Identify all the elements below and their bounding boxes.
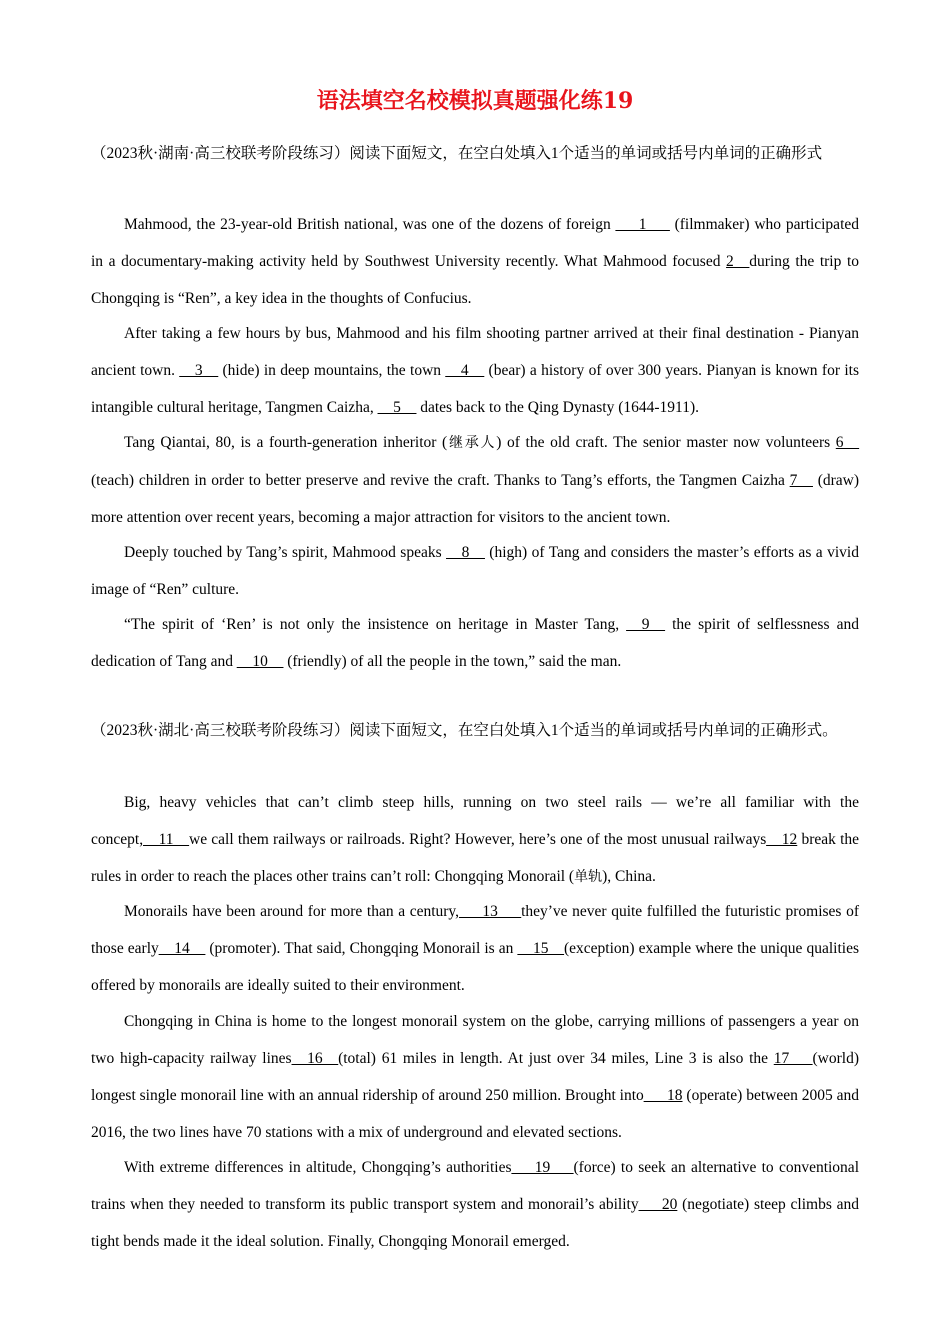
blank-12[interactable]: __12 xyxy=(766,831,798,848)
blank-2[interactable]: 2__ xyxy=(726,253,750,270)
paragraph: Chongqing in China is home to the longest monorail system on the globe, carrying millions of passengers a year on two high-capacity railway lines__16__(total) 61 miles in length. At just over 34 miles, Line 3 is also the 17___(world) longest single monorail line with an annual ridership of around 250 million. Brought into___18 (operate) between 2005 and 2016, the two lines have 70 stations with a mix of underground and elevated sections. xyxy=(91,1013,859,1141)
blank-3[interactable]: __3__ xyxy=(179,362,219,379)
blank-11[interactable]: __11__ xyxy=(143,831,190,848)
blank-20[interactable]: ___20 xyxy=(638,1196,678,1213)
section2-intro: （2023秋·湖北·高三校联考阶段练习）阅读下面短文，在空白处填入1个适当的单词或括号内单词的正确形式。 xyxy=(91,722,838,739)
blank-8[interactable]: __8__ xyxy=(446,544,485,561)
page-title: 语法填空名校模拟真题强化练19 xyxy=(316,88,634,114)
blank-17[interactable]: 17___ xyxy=(773,1050,813,1067)
paragraph: Deeply touched by Tang’s spirit, Mahmood speaks __8__ (high) of Tang and considers the master’s efforts as a vivid image of “Ren” culture. xyxy=(91,544,859,598)
blank-16[interactable]: __16__ xyxy=(291,1050,339,1067)
blank-10[interactable]: __10__ xyxy=(236,653,284,670)
paragraph: With extreme differences in altitude, Chongqing’s authorities___19___(force) to seek an alternative to conventional trains when they needed to transform its public transport system and monorail’s ability___20 (negotiate) steep climbs and tight bends made it the ideal solution. Finally, Chongqing Monorail emerged. xyxy=(91,1159,859,1250)
blank-13[interactable]: ___13___ xyxy=(459,903,522,920)
paragraph: “The spirit of ‘Ren’ is not only the insistence on heritage in Master Tang, __9__ the spirit of selflessness and dedication of Tang and __10__ (friendly) of all the people in the town,” said the man. xyxy=(91,616,859,670)
paragraph: After taking a few hours by bus, Mahmood and his film shooting partner arrived at their final destination - Pianyan ancient town. __3__ (hide) in deep mountains, the town __4__ (bear) a history of over 300 years. Pianyan is known for its intangible cultural heritage, Tangmen Caizha, __5__ dates back to the Qing Dynasty (1644-1911). xyxy=(91,325,859,416)
section1-intro: （2023秋·湖南·高三校联考阶段练习）阅读下面短文，在空白处填入1个适当的单词或括号内单词的正确形式 xyxy=(91,145,823,162)
paragraph: Monorails have been around for more than a century,___13___they’ve never quite fulfilled the futuristic promises of those early__14__ (promoter). That said, Chongqing Monorail is an __15__(exception) example where the unique qualities offered by monorails are ideally suited to their environment. xyxy=(91,903,859,994)
blank-5[interactable]: __5__ xyxy=(377,399,417,416)
blank-4[interactable]: __4__ xyxy=(445,362,485,379)
paragraph: Tang Qiantai, 80, is a fourth-generation inheritor (继承人) of the old craft. The senior master now volunteers 6__ (teach) children in order to better preserve and revive the craft. Thanks to Tang’s efforts, the Tangmen Caizha 7__ (draw) more attention over recent years, becoming a major attraction for visitors to the ancient town. xyxy=(91,434,860,526)
blank-19[interactable]: ___19___ xyxy=(511,1159,574,1176)
blank-15[interactable]: __15__ xyxy=(517,940,564,957)
paragraph: Mahmood, the 23-year-old British national, was one of the dozens of foreign ___1___ (filmmaker) who participated in a documentary-making activity held by Southwest University recently. What Mahmood focused 2__during the trip to Chongqing is “Ren”, a key idea in the thoughts of Confucius. xyxy=(91,216,859,307)
blank-6[interactable]: 6__ xyxy=(835,434,860,451)
blank-9[interactable]: __9__ xyxy=(626,616,665,633)
paragraph: Big, heavy vehicles that can’t climb steep hills, running on two steel rails — we’re all familiar with the concept,__11__we call them railways or railroads. Right? However, here’s one of the most unusual railways__12 break the rules in order to reach the places other trains can’t roll: Chongqing Monorail (单轨), China. xyxy=(91,794,860,885)
blank-18[interactable]: ___18 xyxy=(643,1087,683,1104)
blank-14[interactable]: __14__ xyxy=(158,940,206,957)
blank-7[interactable]: 7__ xyxy=(789,472,813,489)
blank-1[interactable]: ___1___ xyxy=(615,216,670,233)
